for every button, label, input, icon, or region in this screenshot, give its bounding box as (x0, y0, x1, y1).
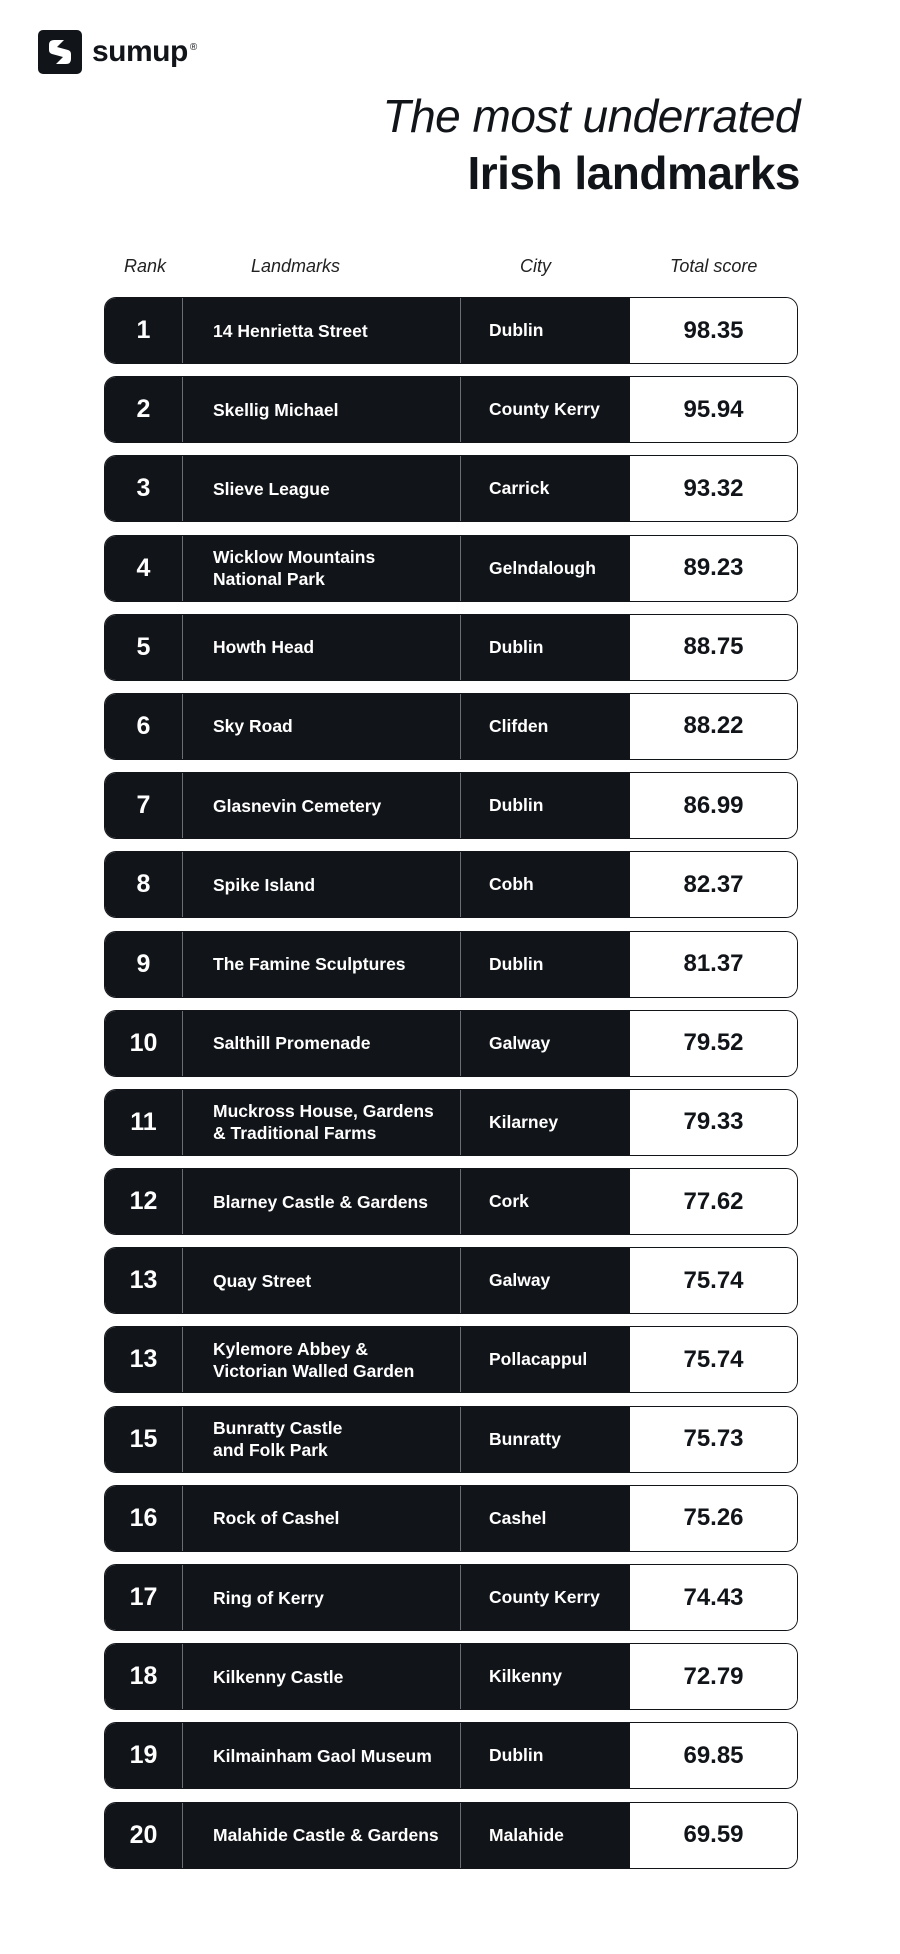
table-row (104, 1326, 798, 1393)
score-cell: 93.32 (630, 456, 797, 521)
rank-cell: 7 (105, 773, 183, 838)
table-row (104, 693, 798, 760)
score-cell: 88.22 (630, 694, 797, 759)
rank-cell: 5 (105, 615, 183, 680)
score-cell: 95.94 (630, 377, 797, 442)
score-cell: 79.33 (630, 1090, 797, 1155)
rank-cell: 10 (105, 1011, 183, 1076)
rank-cell: 6 (105, 694, 183, 759)
rank-cell: 13 (105, 1327, 183, 1392)
landmark-cell: Muckross House, Gardens & Traditional Farms (183, 1090, 461, 1155)
score-cell: 69.59 (630, 1803, 797, 1868)
landmark-cell: Bunratty Castle and Folk Park (183, 1407, 461, 1472)
table-row (104, 1643, 798, 1710)
landmark-cell: Spike Island (183, 852, 461, 917)
city-cell: Kilkenny (461, 1644, 630, 1709)
landmark-cell: Wicklow Mountains National Park (183, 536, 461, 601)
city-cell: Kilarney (461, 1090, 630, 1155)
city-cell: Dublin (461, 615, 630, 680)
landmark-cell: Kylemore Abbey & Victorian Walled Garden (183, 1327, 461, 1392)
table-row (104, 535, 798, 602)
landmark-cell: Rock of Cashel (183, 1486, 461, 1551)
score-cell: 75.74 (630, 1327, 797, 1392)
city-cell: Cork (461, 1169, 630, 1234)
landmark-cell: Slieve League (183, 456, 461, 521)
city-cell: Bunratty (461, 1407, 630, 1472)
table-row (104, 931, 798, 998)
score-cell: 79.52 (630, 1011, 797, 1076)
landmark-cell: Howth Head (183, 615, 461, 680)
score-cell: 75.74 (630, 1248, 797, 1313)
score-cell: 86.99 (630, 773, 797, 838)
table-row (104, 1247, 798, 1314)
table-header (104, 256, 798, 282)
city-cell: County Kerry (461, 1565, 630, 1630)
landmark-cell: Salthill Promenade (183, 1011, 461, 1076)
header-total-score: Total score (670, 256, 758, 276)
rank-cell: 12 (105, 1169, 183, 1234)
landmark-cell: Skellig Michael (183, 377, 461, 442)
rank-cell: 3 (105, 456, 183, 521)
city-cell: Clifden (461, 694, 630, 759)
score-cell: 88.75 (630, 615, 797, 680)
rank-cell: 18 (105, 1644, 183, 1709)
city-cell: Cobh (461, 852, 630, 917)
table-row (104, 851, 798, 918)
title-line-1: The most underrated (382, 90, 800, 142)
rank-cell: 9 (105, 932, 183, 997)
landmark-cell: Sky Road (183, 694, 461, 759)
table-row (104, 1010, 798, 1077)
score-cell: 75.73 (630, 1407, 797, 1472)
table-row (104, 772, 798, 839)
city-cell: Dublin (461, 1723, 630, 1788)
header-city: City (520, 256, 551, 276)
score-cell: 77.62 (630, 1169, 797, 1234)
score-cell: 98.35 (630, 298, 797, 363)
table-row (104, 376, 798, 443)
brand-name: sumup ® (92, 35, 197, 68)
score-cell: 81.37 (630, 932, 797, 997)
table-row (104, 1564, 798, 1631)
landmark-cell: Ring of Kerry (183, 1565, 461, 1630)
city-cell: Dublin (461, 298, 630, 363)
score-cell: 69.85 (630, 1723, 797, 1788)
landmark-cell: 14 Henrietta Street (183, 298, 461, 363)
city-cell: Cashel (461, 1486, 630, 1551)
rank-cell: 8 (105, 852, 183, 917)
rank-cell: 11 (105, 1090, 183, 1155)
score-cell: 75.26 (630, 1486, 797, 1551)
header-rank: Rank (124, 256, 167, 276)
rank-cell: 20 (105, 1803, 183, 1868)
rank-cell: 1 (105, 298, 183, 363)
table-row (104, 1802, 798, 1869)
sumup-logo-icon (38, 30, 82, 74)
landmark-cell: Malahide Castle & Gardens (183, 1803, 461, 1868)
table-row (104, 1406, 798, 1473)
rank-cell: 2 (105, 377, 183, 442)
brand-logo (38, 30, 197, 74)
table-row (104, 1722, 798, 1789)
city-cell: Galway (461, 1248, 630, 1313)
city-cell: Carrick (461, 456, 630, 521)
landmark-cell: Quay Street (183, 1248, 461, 1313)
rank-cell: 15 (105, 1407, 183, 1472)
table-row (104, 1089, 798, 1156)
landmark-cell: Blarney Castle & Gardens (183, 1169, 461, 1234)
rank-cell: 4 (105, 536, 183, 601)
rank-cell: 17 (105, 1565, 183, 1630)
ranking-table (104, 297, 798, 1881)
table-row (104, 455, 798, 522)
table-row (104, 1485, 798, 1552)
header-landmarks: Landmarks (251, 256, 341, 276)
score-cell: 82.37 (630, 852, 797, 917)
landmark-cell: Kilkenny Castle (183, 1644, 461, 1709)
rank-cell: 16 (105, 1486, 183, 1551)
landmark-cell: Kilmainham Gaol Museum (183, 1723, 461, 1788)
page-title (382, 88, 800, 202)
city-cell: County Kerry (461, 377, 630, 442)
landmark-cell: The Famine Sculptures (183, 932, 461, 997)
score-cell: 89.23 (630, 536, 797, 601)
table-row (104, 1168, 798, 1235)
rank-cell: 19 (105, 1723, 183, 1788)
title-line-2: Irish landmarks (467, 147, 800, 199)
score-cell: 72.79 (630, 1644, 797, 1709)
score-cell: 74.43 (630, 1565, 797, 1630)
table-row (104, 297, 798, 364)
table-row (104, 614, 798, 681)
city-cell: Galway (461, 1011, 630, 1076)
rank-cell: 13 (105, 1248, 183, 1313)
city-cell: Gelndalough (461, 536, 630, 601)
city-cell: Pollacappul (461, 1327, 630, 1392)
landmark-cell: Glasnevin Cemetery (183, 773, 461, 838)
city-cell: Dublin (461, 773, 630, 838)
city-cell: Dublin (461, 932, 630, 997)
city-cell: Malahide (461, 1803, 630, 1868)
